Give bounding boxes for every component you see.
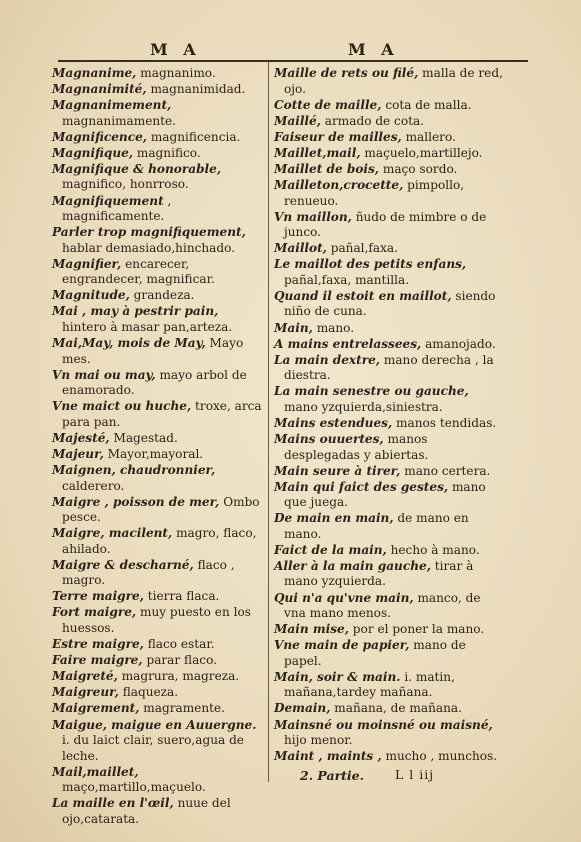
headword: Faiseur de mailles, bbox=[274, 129, 402, 144]
translation: magnanimamente. bbox=[62, 113, 177, 128]
headword: Cotte de maille, bbox=[274, 97, 382, 112]
translation: manos tendidas. bbox=[396, 415, 497, 430]
dictionary-entry bbox=[52, 368, 262, 399]
headword: Maigrement, bbox=[52, 701, 140, 716]
header-rule bbox=[58, 60, 528, 62]
headword: Main seure à tirer, bbox=[274, 463, 401, 478]
translation: mano. bbox=[316, 320, 355, 335]
dictionary-entry bbox=[274, 543, 506, 559]
headword: Faict de la main, bbox=[274, 542, 387, 557]
headword: Maigreté, bbox=[52, 669, 118, 684]
headword: Maillet de bois, bbox=[274, 161, 379, 176]
translation: mano certera. bbox=[404, 463, 491, 478]
translation: siendo niño de cuna. bbox=[284, 288, 496, 319]
translation: pimpollo, renueuo. bbox=[284, 178, 465, 208]
translation: armado de cota. bbox=[324, 113, 425, 128]
translation: maço sordo. bbox=[382, 161, 458, 176]
dictionary-entry bbox=[52, 685, 262, 701]
headword: De main en main, bbox=[274, 511, 394, 526]
translation: hablar demasiado,hinchado. bbox=[62, 240, 236, 255]
translation: magnifico. bbox=[136, 145, 201, 160]
left-column bbox=[52, 66, 262, 828]
headword: Fort maigre, bbox=[52, 605, 137, 620]
translation: flaqueza. bbox=[122, 685, 179, 700]
translation: flaco , magro. bbox=[62, 557, 235, 588]
dictionary-entry bbox=[274, 353, 506, 384]
translation: mano que juega. bbox=[284, 479, 486, 510]
translation: manos desplegadas y abiertas. bbox=[284, 432, 429, 462]
translation: magnanimidad. bbox=[150, 82, 246, 97]
dictionary-entry bbox=[274, 98, 506, 114]
headword: Maigreur, bbox=[52, 685, 119, 700]
headword: Vne maict ou huche, bbox=[52, 399, 192, 414]
dictionary-entry bbox=[274, 114, 506, 130]
translation: Ombo pesce. bbox=[62, 494, 260, 525]
dictionary-entry bbox=[274, 591, 506, 622]
translation: maçuelo,martillejo. bbox=[364, 145, 483, 160]
dictionary-entry bbox=[52, 66, 262, 82]
headword: Mains estendues, bbox=[274, 415, 393, 430]
translation: pañal,faxa. bbox=[330, 241, 398, 256]
headword: Mail,maillet, bbox=[52, 764, 139, 779]
headword: La main senestre ou gauche, bbox=[274, 384, 469, 399]
translation: mano de papel. bbox=[284, 638, 466, 668]
column-divider bbox=[268, 62, 269, 782]
dictionary-entry bbox=[274, 178, 506, 209]
translation: parar flaco. bbox=[146, 653, 217, 668]
headword: Main qui faict des gestes, bbox=[274, 479, 449, 494]
dictionary-entry bbox=[52, 304, 262, 335]
headword: Vn mai ou may, bbox=[52, 367, 156, 382]
running-head-right: M A bbox=[348, 40, 399, 59]
dictionary-entry bbox=[274, 321, 506, 337]
headword: Maigre , poisson de mer, bbox=[52, 494, 220, 509]
translation: magnificencia. bbox=[150, 129, 241, 144]
translation: Mayor,mayoral. bbox=[107, 446, 204, 461]
headword: Magnifiquement bbox=[52, 193, 164, 208]
translation: ñudo de mimbre o de junco. bbox=[284, 209, 487, 240]
dictionary-entry bbox=[52, 463, 262, 494]
dictionary-entry bbox=[52, 718, 262, 765]
dictionary-entry bbox=[274, 638, 506, 669]
translation: maço,martillo,maçuelo. bbox=[62, 780, 206, 795]
translation: pañal,faxa, mantilla. bbox=[284, 272, 410, 287]
translation: por el poner la mano. bbox=[352, 622, 485, 637]
translation: magro, flaco, ahilado. bbox=[62, 526, 257, 556]
dictionary-entry bbox=[52, 589, 262, 605]
headword: Maigre & descharné, bbox=[52, 557, 194, 572]
headword: Magnanimité, bbox=[52, 82, 147, 97]
dictionary-entry bbox=[52, 399, 262, 430]
translation: hintero à masar pan,arteza. bbox=[62, 319, 233, 334]
dictionary-entry bbox=[52, 495, 262, 526]
headword: Main mise, bbox=[274, 622, 349, 637]
dictionary-entry bbox=[274, 416, 506, 432]
translation: manco, de vna mano menos. bbox=[284, 590, 481, 621]
dictionary-entry bbox=[274, 241, 506, 257]
dictionary-entry bbox=[274, 464, 506, 480]
translation: amanojado. bbox=[425, 336, 496, 351]
dictionary-entry bbox=[274, 718, 506, 749]
headword: Magnifique, bbox=[52, 145, 134, 160]
dictionary-entry bbox=[52, 288, 262, 304]
translation: de mano en mano. bbox=[284, 511, 469, 541]
translation: magnifico, honrroso. bbox=[62, 177, 189, 192]
translation: hecho à mano. bbox=[390, 542, 480, 557]
headword: Estre maigre, bbox=[52, 637, 144, 652]
dictionary-entry bbox=[52, 637, 262, 653]
translation: mañana, de mañana. bbox=[334, 701, 462, 716]
dictionary-entry bbox=[274, 480, 506, 511]
dictionary-entry bbox=[52, 765, 262, 796]
headword: Parler trop magnifiquement, bbox=[52, 225, 246, 240]
headword: Main, soir & main. bbox=[274, 669, 401, 684]
dictionary-entry bbox=[52, 669, 262, 685]
translation: mano yzquierda,siniestra. bbox=[284, 399, 443, 414]
headword: Aller à la main gauche, bbox=[274, 558, 431, 573]
translation: Magestad. bbox=[113, 430, 178, 445]
translation: magrura, magreza. bbox=[121, 669, 240, 684]
headword: Magnitude, bbox=[52, 288, 130, 303]
running-head-left: M A bbox=[150, 40, 201, 59]
dictionary-entry bbox=[274, 622, 506, 638]
translation: hijo menor. bbox=[284, 733, 353, 748]
dictionary-entry bbox=[274, 384, 506, 415]
dictionary-entry bbox=[274, 337, 506, 353]
headword: Maigue, maigue en Auuergne. bbox=[52, 717, 257, 732]
headword: La maille en l'œil, bbox=[52, 796, 174, 811]
translation: i. matin, mañana,tardey mañana. bbox=[284, 669, 455, 700]
dictionary-entry bbox=[274, 559, 506, 590]
dictionary-entry bbox=[274, 289, 506, 320]
headword: Mains ouuertes, bbox=[274, 432, 384, 446]
translation: mucho , munchos. bbox=[385, 749, 498, 764]
dictionary-entry bbox=[274, 146, 506, 162]
dictionary-entry bbox=[52, 146, 262, 162]
dictionary-entry bbox=[52, 194, 262, 225]
dictionary-entry bbox=[52, 257, 262, 288]
headword: Demain, bbox=[274, 701, 331, 716]
translation: tirar à mano yzquierda. bbox=[284, 558, 474, 589]
translation: mano derecha , la diestra. bbox=[284, 352, 494, 383]
headword: La main dextre, bbox=[274, 352, 381, 367]
dictionary-entry bbox=[274, 162, 506, 178]
headword: Mai,May, mois de May, bbox=[52, 336, 206, 351]
translation: calderero. bbox=[62, 478, 125, 493]
headword: Mailleton,crocette, bbox=[274, 178, 404, 193]
headword: Maint , maints , bbox=[274, 749, 382, 764]
signature-mark: L l iij bbox=[395, 767, 435, 782]
dictionary-entry bbox=[274, 749, 506, 765]
headword: Magnifique & honorable, bbox=[52, 161, 222, 176]
headword: Maignen, chaudronnier, bbox=[52, 463, 216, 477]
dictionary-entry bbox=[52, 130, 262, 146]
translation: cota de malla. bbox=[385, 97, 472, 112]
translation: flaco estar. bbox=[147, 637, 215, 652]
dictionary-entry bbox=[52, 526, 262, 557]
part-label: 2. Partie. bbox=[300, 768, 364, 783]
dictionary-entry bbox=[52, 558, 262, 589]
headword: Vne main de papier, bbox=[274, 638, 410, 653]
translation: magramente. bbox=[143, 701, 225, 716]
translation: encarecer, engrandecer, magnificar. bbox=[62, 256, 215, 287]
translation: magnanimo. bbox=[140, 66, 216, 80]
dictionary-entry bbox=[52, 82, 262, 98]
translation: tierra flaca. bbox=[147, 589, 220, 604]
headword: A mains entrelassees, bbox=[274, 336, 422, 351]
dictionary-entry bbox=[52, 447, 262, 463]
translation: mayo arbol de enamorado. bbox=[62, 367, 247, 398]
dictionary-entry bbox=[52, 336, 262, 367]
headword: Majeur, bbox=[52, 446, 104, 461]
headword: Qui n'a qu'vne main, bbox=[274, 590, 414, 605]
headword: Magnanimement, bbox=[52, 98, 172, 113]
dictionary-entry bbox=[52, 431, 262, 447]
dictionary-entry bbox=[52, 701, 262, 717]
dictionary-entry bbox=[52, 653, 262, 669]
headword: Maillé, bbox=[274, 113, 321, 128]
translation: muy puesto en los huessos. bbox=[62, 605, 251, 635]
dictionary-entry bbox=[52, 605, 262, 636]
translation: Mayo mes. bbox=[62, 336, 244, 366]
headword: Magnificence, bbox=[52, 129, 147, 144]
dictionary-entry bbox=[52, 98, 262, 129]
translation: troxe, arca para pan. bbox=[62, 399, 262, 429]
dictionary-entry bbox=[274, 210, 506, 241]
translation: nuue del ojo,catarata. bbox=[62, 796, 231, 826]
headword: Maigre, macilent, bbox=[52, 526, 173, 541]
headword: Maillet,mail, bbox=[274, 145, 361, 160]
dictionary-entry bbox=[274, 701, 506, 717]
dictionary-entry bbox=[274, 130, 506, 146]
translation: mallero. bbox=[405, 129, 456, 144]
headword: Magnifier, bbox=[52, 256, 122, 271]
dictionary-entry bbox=[274, 670, 506, 701]
headword: Maillot, bbox=[274, 241, 327, 256]
headword: Terre maigre, bbox=[52, 589, 144, 604]
dictionary-entry bbox=[52, 162, 262, 193]
right-column bbox=[274, 66, 506, 765]
headword: Main, bbox=[274, 320, 313, 335]
headword: Faire maigre, bbox=[52, 653, 143, 668]
headword: Maille de rets ou filé, bbox=[274, 66, 419, 80]
translation: grandeza. bbox=[133, 288, 195, 303]
headword: Le maillot des petits enfans, bbox=[274, 257, 467, 272]
page-footer bbox=[300, 768, 500, 783]
headword: Magnanime, bbox=[52, 66, 137, 80]
dictionary-entry bbox=[274, 257, 506, 288]
dictionary-entry bbox=[274, 66, 506, 97]
headword: Mai , may à pestrir pain, bbox=[52, 304, 219, 319]
dictionary-entry bbox=[52, 225, 262, 256]
translation: i. du laict clair, suero,agua de leche. bbox=[62, 733, 244, 763]
dictionary-entry bbox=[274, 511, 506, 542]
translation: malla de red, ojo. bbox=[284, 66, 503, 96]
translation: , magnificamente. bbox=[62, 193, 172, 224]
headword: Majesté, bbox=[52, 430, 110, 445]
headword: Mainsné ou moinsné ou maisné, bbox=[274, 717, 493, 732]
dictionary-entry bbox=[274, 432, 506, 463]
headword: Quand il estoit en maillot, bbox=[274, 288, 452, 303]
dictionary-entry bbox=[52, 796, 262, 827]
headword: Vn maillon, bbox=[274, 209, 352, 224]
